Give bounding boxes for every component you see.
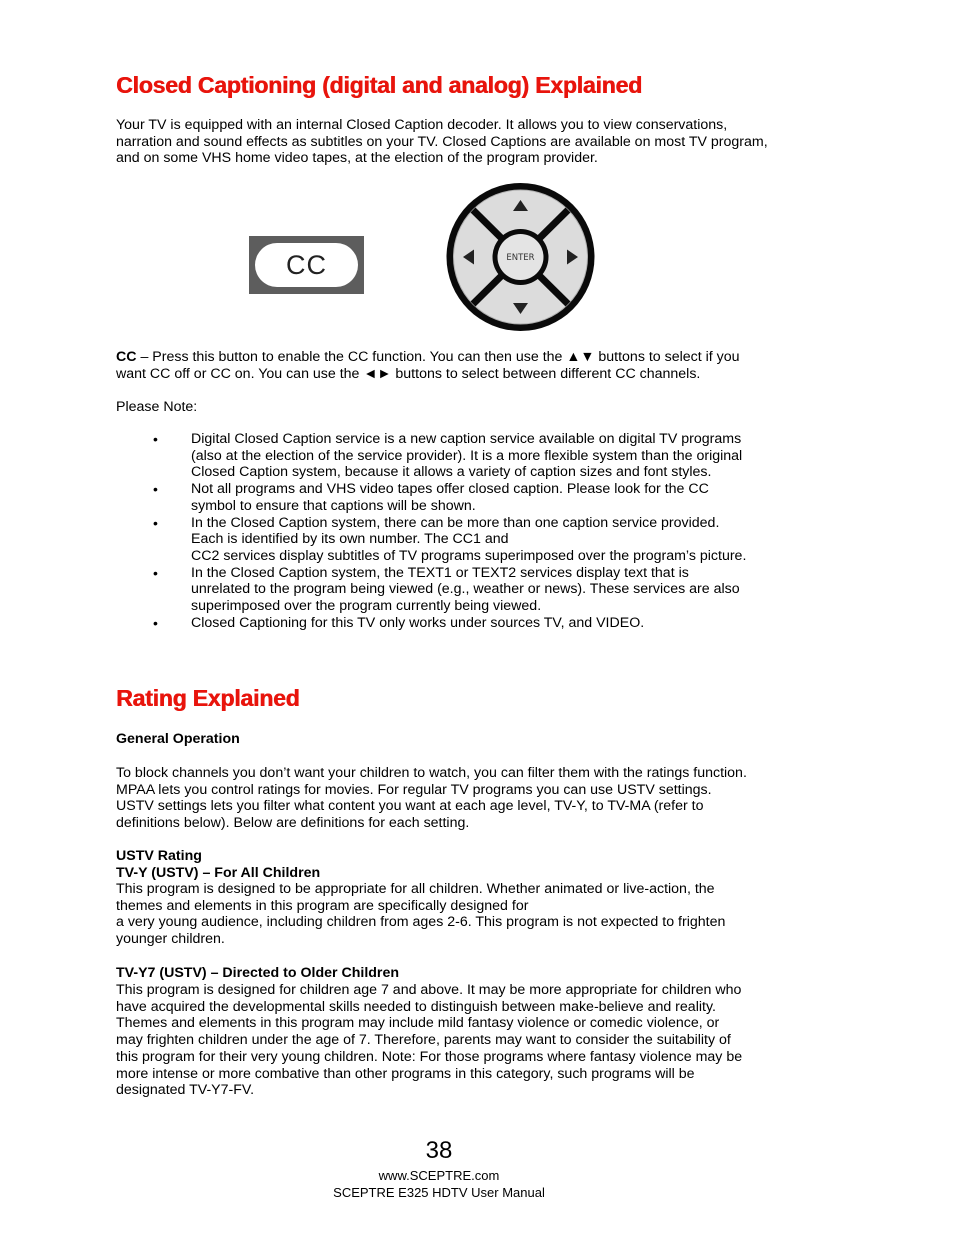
bullet-icon: • bbox=[153, 564, 158, 581]
footer-website: www.SCEPTRE.com bbox=[378, 1168, 500, 1183]
cc-button-image bbox=[249, 236, 364, 294]
cc-intro-paragraph: Your TV is equipped with an internal Closed Caption decoder. It allows you to view conservations, narration and sound effects as subtitles on your TV. Closed Captions are available on most TV program, and on some VHS home video tapes, at the election of the program provider. bbox=[116, 117, 768, 167]
tv-y7-paragraph bbox=[116, 982, 776, 1099]
cc-notes-list bbox=[116, 431, 776, 631]
bullet-line: superimposed over the program currently being viewed. bbox=[191, 598, 542, 615]
list-item bbox=[116, 481, 776, 514]
paragraph-line: MPAA lets you control ratings for movies. For regular TV programs you can use USTV settings. bbox=[116, 781, 712, 798]
please-note-label: Please Note: bbox=[116, 399, 198, 415]
paragraph-line: more intense or more combative than other programs in this category, such programs will be bbox=[116, 1065, 695, 1082]
paragraph-line: This program is designed for children age 7 and above. It may be more appropriate for children who bbox=[116, 982, 742, 998]
bullet-line: In the Closed Caption system, the TEXT1 or TEXT2 services display text that is bbox=[191, 564, 689, 581]
cc-description bbox=[116, 349, 776, 382]
tv-y-paragraph bbox=[116, 881, 776, 948]
bullet-icon: • bbox=[153, 481, 158, 498]
bullet-icon: • bbox=[153, 614, 158, 631]
list-item bbox=[116, 565, 776, 615]
closed-captioning-heading: Closed Captioning (digital and analog) Explained bbox=[116, 72, 642, 98]
bullet-line: Not all programs and VHS video tapes offer closed caption. Please look for the CC bbox=[191, 481, 709, 498]
cc-button-face bbox=[255, 243, 358, 287]
list-item bbox=[116, 431, 776, 481]
cc-button-label: CC bbox=[286, 249, 327, 280]
paragraph-line: may frighten children under the age of 7. Therefore, parents may want to consider the suitability of bbox=[116, 1032, 731, 1049]
paragraph-line: To block channels you don’t want your children to watch, you can filter them with the ratings function. bbox=[116, 765, 747, 781]
paragraph-line: younger children. bbox=[116, 931, 225, 948]
footer-manual-title: SCEPTRE E325 HDTV User Manual bbox=[333, 1185, 545, 1200]
bullet-line: CC2 services display subtitles of TV programs superimposed over the program’s picture. bbox=[191, 547, 747, 564]
paragraph-line: This program is designed to be appropriate for all children. Whether animated or live-action, the bbox=[116, 881, 715, 897]
tv-y-heading: TV-Y (USTV) – For All Children bbox=[116, 865, 321, 881]
page-number: 38 bbox=[425, 1137, 453, 1164]
bullet-line: In the Closed Caption system, there can be more than one caption service provided. bbox=[191, 514, 720, 531]
cc-description-line-1: – Press this button to enable the CC function. You can then use the ▲▼ buttons to select if you bbox=[136, 349, 740, 365]
cc-description-line-2: want CC off or CC on. You can use the ◄► buttons to select between different CC channels. bbox=[116, 365, 701, 382]
paragraph-line: a very young audience, including children from ages 2-6. This program is not expected to frighten bbox=[116, 914, 726, 931]
bullet-line: unrelated to the program being viewed (e.g., weather or news). These services are also bbox=[191, 581, 740, 598]
tv-y7-heading: TV-Y7 (USTV) – Directed to Older Children bbox=[116, 965, 400, 981]
ustv-rating-heading: USTV Rating bbox=[116, 848, 202, 864]
cc-description-term: CC bbox=[116, 349, 137, 365]
paragraph-line: designated TV-Y7-FV. bbox=[116, 1082, 255, 1099]
enter-label: ENTER bbox=[506, 253, 535, 263]
bullet-icon: • bbox=[153, 431, 158, 447]
paragraph-line: this program for their very young children. Note: For those programs where fantasy violence may be bbox=[116, 1048, 743, 1065]
general-operation-paragraph bbox=[116, 765, 776, 832]
bullet-line: Each is identified by its own number. The CC1 and bbox=[191, 531, 509, 548]
paragraph-line: themes and elements in this program are specifically designed for bbox=[116, 897, 529, 914]
directional-pad-image bbox=[445, 182, 596, 332]
list-item bbox=[116, 515, 776, 565]
bullet-line: Closed Captioning for this TV only works under sources TV, and VIDEO. bbox=[191, 614, 645, 631]
paragraph-line: USTV settings lets you filter what content you want at each age level, TV-Y, to TV-MA (refer to bbox=[116, 798, 704, 815]
bullet-line: Digital Closed Caption service is a new caption service available on digital TV programs bbox=[191, 431, 742, 447]
general-operation-heading: General Operation bbox=[116, 731, 240, 747]
rating-explained-heading: Rating Explained bbox=[116, 685, 300, 711]
bullet-line: Closed Caption system, because it allows a variety of caption sizes and font styles. bbox=[191, 464, 712, 481]
paragraph-line: have acquired the developmental skills needed to distinguish between make-believe and reality. bbox=[116, 998, 716, 1015]
bullet-line: (also at the election of the service provider). It is a more flexible system than the original bbox=[191, 447, 743, 464]
paragraph-line: definitions below). Below are definitions for each setting. bbox=[116, 815, 470, 832]
bullet-icon: • bbox=[153, 514, 158, 531]
bullet-line: symbol to ensure that captions will be shown. bbox=[191, 497, 476, 514]
list-item bbox=[116, 615, 776, 632]
paragraph-line: Themes and elements in this program may include mild fantasy violence or comedic violence, or bbox=[116, 1015, 720, 1032]
